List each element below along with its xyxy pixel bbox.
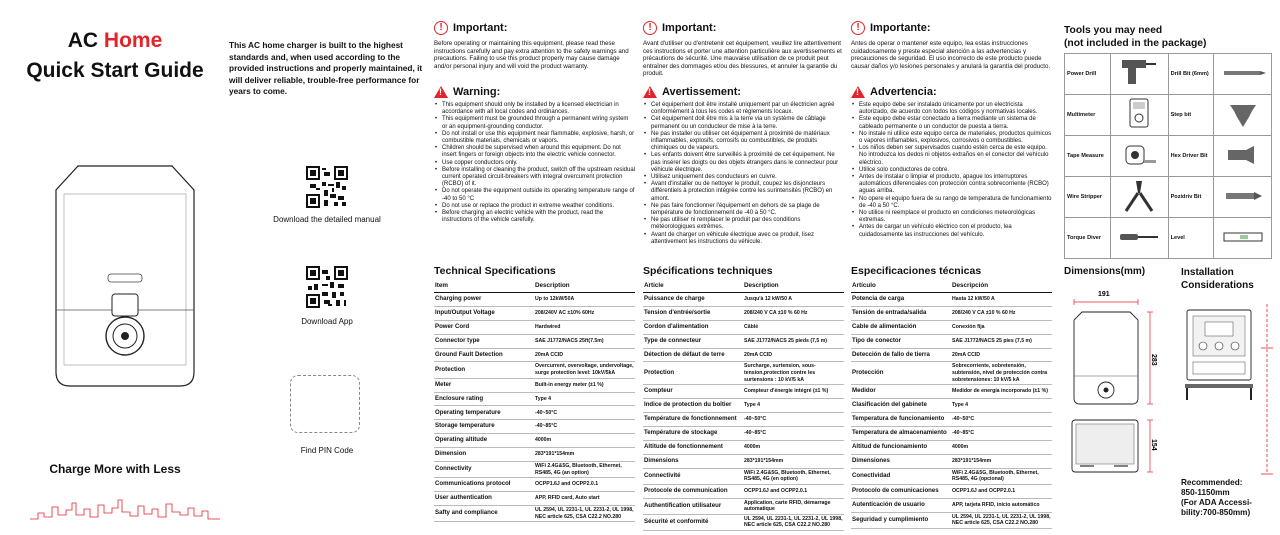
spec-item: Température de stockage <box>643 426 743 440</box>
spec-item: Operating temperature <box>434 406 534 420</box>
spec-row <box>434 461 635 477</box>
spec-row <box>851 399 1052 413</box>
guide-title: AC Home Quick Start Guide <box>26 29 204 82</box>
warning-item: • Do not operate the equipment outside its operating temperature range of -40 to 50 °C <box>434 188 635 202</box>
warning-item: • Children should be supervised when around this equipment. Do not insert fingers or foreign objects into the electric vehicle connector. <box>434 145 635 159</box>
tool-name: Step bit <box>1168 95 1214 136</box>
tagline: Charge More with Less <box>49 462 181 476</box>
spec-item: Compteur <box>643 385 743 399</box>
spec-row <box>851 385 1052 399</box>
tool-name: Pozidriv Bit <box>1168 177 1214 218</box>
spec-item: Potencia de carga <box>851 293 951 307</box>
wire-stripper-icon <box>1116 177 1162 215</box>
important-text: Avant d'utiliser ou d'entretenir cet équipement, veuillez lire attentivement ces instructions et porter une attention particulière aux avertissements et précautions de sécurité. Une mauvaise utilisation de ce produit peut entraîner des dommages et/ou des blessures, et annuler la garantie du produit. <box>643 40 842 78</box>
warning-item: • Les enfants doivent être surveillés à proximité de cet équipement. Ne pas insérer les doigts ou des objets étrangers dans le connecteur pour véhicule électrique. <box>643 152 844 174</box>
intro-text: This AC home charger is built to the highest standards and, when used according to the provided instructions and properly maintained, it will deliver reliable, trouble-free performance for years to come. <box>229 40 423 96</box>
spec-row <box>434 434 635 448</box>
app-qr-label: Download App <box>301 317 353 326</box>
warning-item: • Before charging an electric vehicle with the product, read the instructions of the vehicle carefully. <box>434 210 635 224</box>
important-heading: ! Importante: <box>851 21 931 35</box>
spec-item: Storage temperature <box>434 420 534 434</box>
warning-item: • Before installing or cleaning the product, switch off the upstream residual current operated circuit-breakers with integral overcurrent protection (RCBO) of it. <box>434 167 635 189</box>
exclamation-icon: ! <box>851 21 865 35</box>
spec-item: Protection <box>643 362 743 385</box>
spec-description: WiFi 2.4G&5G, Bluetooth, Ethernet, RS485, 4G (an option) <box>534 461 635 477</box>
spec-table <box>643 280 844 531</box>
spec-description: 283*191*154mm <box>951 454 1052 468</box>
spec-row <box>643 334 844 348</box>
spec-description: Surcharge, surtension, sous-tension,protection contre les surtensions : 10 kV/5 kA <box>743 362 844 385</box>
spec-row <box>851 498 1052 512</box>
spec-row <box>643 385 844 399</box>
spec-row <box>434 293 635 307</box>
important-heading: ! Important: <box>434 21 507 35</box>
tool-name: Drill Bit (6mm) <box>1168 54 1214 95</box>
spec-item: Protocole de communication <box>643 484 743 498</box>
warning-item: • Ne pas utiliser ni remplacer le produit par des conditions météorologiques extrêmes. <box>643 217 844 231</box>
spec-description: OCPP1.6J and OCPP2.0.1 <box>743 484 844 498</box>
spec-header-cell: Descripción <box>951 280 1052 293</box>
spec-description: Sobrecorriente, sobretensión, subtensión, nivel de protección contra sobretensiones: 10 kV/5 kA <box>951 362 1052 385</box>
spec-row <box>643 454 844 468</box>
spec-row <box>643 514 844 530</box>
spec-item: Détection de défaut de terre <box>643 348 743 362</box>
manual-qr-label: Download the detailed manual <box>273 215 381 224</box>
important-text: Antes de operar o mantener este equipo, lea estas instrucciones cuidadosamente y preste especial atención a las advertencias y precauciones de seguridad. El uso incorrecto de este producto puede causar daños y/o lesiones personales y anulará la garantía del producto. <box>851 40 1051 70</box>
warning-heading: ! Advertencia: <box>851 86 937 98</box>
spec-row <box>851 306 1052 320</box>
spec-description: UL 2594, UL 2231-1, UL 2231-2, UL 1998, NEC article 625, CSA C22.2 NO.280 <box>951 512 1052 528</box>
spec-row <box>851 320 1052 334</box>
tape-measure-icon <box>1116 136 1162 174</box>
spec-description: Type 4 <box>743 399 844 413</box>
spec-description: -40~50°C <box>534 406 635 420</box>
drill-icon <box>1116 54 1162 92</box>
exclamation-icon: ! <box>643 21 657 35</box>
spec-row <box>643 426 844 440</box>
spec-row <box>851 512 1052 528</box>
spec-header-row <box>643 280 844 293</box>
installation-title: Installation Considerations <box>1181 267 1254 291</box>
spec-description: 4000m <box>534 434 635 448</box>
spec-item: Indice de protection du boîtier <box>643 399 743 413</box>
spec-row <box>643 399 844 413</box>
spec-description: SAE J1772/NACS 25 pies (7,5 m) <box>951 334 1052 348</box>
spec-item: Sécurité et conformité <box>643 514 743 530</box>
spec-description: APP, RFID card, Auto start <box>534 492 635 506</box>
tools-row <box>1065 95 1272 136</box>
spec-item: Altitude de fonctionnement <box>643 440 743 454</box>
tools-row <box>1065 136 1272 177</box>
spec-item: Seguridad y cumplimiento <box>851 512 951 528</box>
spec-row <box>643 413 844 427</box>
tools-row <box>1065 218 1272 259</box>
spec-row <box>434 392 635 406</box>
warning-item: • Cet équipement doit être mis à la terre via un système de câblage permanent ou un conducteur de mise à la terre. <box>643 116 844 130</box>
spec-item: Autenticación de usuario <box>851 498 951 512</box>
spec-description: Overcurrent, overvoltage, undervoltage, surge protection level: 10kV/5kA <box>534 362 635 378</box>
hex-driver-bit-icon <box>1220 136 1266 174</box>
spec-item: Dimensions <box>643 454 743 468</box>
spec-description: SAE J1772/NACS 25 pieds (7,5 m) <box>743 334 844 348</box>
charger-illustration <box>50 160 200 392</box>
spec-item: Dimension <box>434 448 534 462</box>
pin-code-label: Find PIN Code <box>300 446 354 455</box>
spec-item: Enclosure rating <box>434 392 534 406</box>
spec-row <box>434 492 635 506</box>
spec-header-cell: Article <box>643 280 743 293</box>
spec-item: Power Cord <box>434 320 534 334</box>
spec-item: Altitud de funcionamiento <box>851 440 951 454</box>
spec-description: Hasta 12 kW/50 A <box>951 293 1052 307</box>
important-text: Before operating or maintaining this equipment, please read these instructions carefully and pay extra attention to the safety warnings and precautions. Failing to use this product properly may cause damage and/or personal injury and will void the product warranty. <box>434 40 629 70</box>
spec-item: Authentification utilisateur <box>643 498 743 514</box>
spec-description: 208/240 V CA ±10 % 60 Hz <box>951 306 1052 320</box>
warning-item: • Utilice solo conductores de cobre. <box>851 167 1052 174</box>
warning-item: • Use copper conductors only. <box>434 160 635 167</box>
spec-row <box>643 306 844 320</box>
spec-item: Clasificación del gabinete <box>851 399 951 413</box>
spec-description: 283*191*154mm <box>534 448 635 462</box>
spec-item: Connectivity <box>434 461 534 477</box>
warning-list <box>434 102 635 224</box>
spec-title: Especificaciones técnicas <box>851 265 982 277</box>
spec-row <box>851 362 1052 385</box>
tool-name: Power Drill <box>1065 54 1111 95</box>
tool-picture <box>1110 177 1168 218</box>
spec-description: WiFi 2.4G&5G, Bluetooth, Ethernet, RS485, 4G (en option) <box>743 468 844 484</box>
spec-description: -40~85°C <box>743 426 844 440</box>
spec-description: Jusqu'à 12 kW/50 A <box>743 293 844 307</box>
warning-item: • Do not install or use this equipment near flammable, explosive, harsh, or combustible materials, chemicals or vapors. <box>434 131 635 145</box>
spec-row <box>434 334 635 348</box>
spec-table <box>851 280 1052 529</box>
spec-description: Câblé <box>743 320 844 334</box>
tool-name: Hex Driver Bit <box>1168 136 1214 177</box>
warning-item: • This equipment should only be installed by a licensed electrician in accordance with all local codes and ordinances. <box>434 102 635 116</box>
spec-item: Safty and compliance <box>434 505 534 521</box>
spec-item: Conectividad <box>851 468 951 484</box>
spec-item: Connector type <box>434 334 534 348</box>
spec-table <box>434 280 635 522</box>
warning-item: • Antes de instalar o limpiar el producto, apague los interruptores automáticos diferenciales con protección contra sobrecorriente (RCBO) aguas arriba. <box>851 174 1052 196</box>
exclamation-icon: ! <box>434 21 448 35</box>
spec-item: Température de fonctionnement <box>643 413 743 427</box>
warning-item: • Este equipo debe estar conectado a tierra mediante un sistema de cableado permanente o un conductor de puesta a tierra. <box>851 116 1052 130</box>
torque-driver-icon <box>1116 218 1162 256</box>
spec-header-row <box>434 280 635 293</box>
spec-item: Tipo de conector <box>851 334 951 348</box>
spec-item: Temperatura de funcionamiento <box>851 413 951 427</box>
spec-item: Protección <box>851 362 951 385</box>
spec-description: Medidor de energía incorporado (±1 %) <box>951 385 1052 399</box>
spec-description: Built-in energy meter (±1 %) <box>534 378 635 392</box>
spec-row <box>851 454 1052 468</box>
spec-item: Operating altitude <box>434 434 534 448</box>
spec-item: Cable de alimentación <box>851 320 951 334</box>
spec-item: Connectivité <box>643 468 743 484</box>
tool-name: Wire Stripper <box>1065 177 1111 218</box>
spec-description: -40~85°C <box>951 426 1052 440</box>
city-skyline-graphic <box>30 495 220 521</box>
spec-row <box>643 440 844 454</box>
spec-description: 4000m <box>743 440 844 454</box>
spec-row <box>851 413 1052 427</box>
spec-description: 208/240V AC ±10% 60Hz <box>534 306 635 320</box>
spec-row <box>434 306 635 320</box>
spec-item: Tension d'entrée/sortie <box>643 306 743 320</box>
spec-row <box>434 378 635 392</box>
spec-item: User authentication <box>434 492 534 506</box>
tool-picture <box>1214 54 1272 95</box>
spec-description: 208/240 V CA ±10 % 60 Hz <box>743 306 844 320</box>
spec-description: UL 2594, UL 2231-1, UL 2231-2, UL 1998, NEC article 625, CSA C22.2 NO.280 <box>534 505 635 521</box>
width-dimension: 191 <box>1098 291 1110 298</box>
manual-qr-code[interactable] <box>306 166 348 208</box>
warning-item: • Este equipo debe ser instalado únicamente por un electricista autorizado, de acuerdo con todos los códigos y normativas locales. <box>851 102 1052 116</box>
spec-header-cell: Description <box>534 280 635 293</box>
spec-description: -40~85°C <box>534 420 635 434</box>
warning-heading: ! Avertissement: <box>643 86 741 98</box>
spec-item: Medidor <box>851 385 951 399</box>
warning-triangle-icon <box>434 86 448 98</box>
spec-header-cell: Description <box>743 280 844 293</box>
installation-height-drawing <box>1181 300 1273 478</box>
spec-item: Dimensiones <box>851 454 951 468</box>
spec-row <box>434 406 635 420</box>
spec-row <box>643 484 844 498</box>
spec-description: Conexión fija <box>951 320 1052 334</box>
warning-item: • No opere el equipo fuera de su rango de temperatura de funcionamiento de -40 a 50 °C. <box>851 196 1052 210</box>
spec-item: Puissance de charge <box>643 293 743 307</box>
spec-row <box>434 505 635 521</box>
height-dimension: 283 <box>1150 354 1157 366</box>
spec-item: Protection <box>434 362 534 378</box>
warning-item: • No utilice ni reemplace el producto en condiciones meteorológicas extremas. <box>851 210 1052 224</box>
spec-description: Application, carte RFID, démarrage automatique <box>743 498 844 514</box>
app-qr-code[interactable] <box>306 266 348 308</box>
spec-row <box>643 293 844 307</box>
warning-list <box>643 102 844 246</box>
spec-row <box>434 320 635 334</box>
tool-picture <box>1214 95 1272 136</box>
spec-item: Detección de fallo de tierra <box>851 348 951 362</box>
spec-item: Type de connecteur <box>643 334 743 348</box>
level-icon <box>1220 218 1266 256</box>
tool-picture <box>1110 136 1168 177</box>
spec-row <box>851 440 1052 454</box>
warning-item: • Avant d'installer ou de nettoyer le produit, coupez les disjoncteurs différentiels à protection intégrée contre les surintensités (RCBO) en amont. <box>643 181 844 203</box>
tool-name: Torque Diver <box>1065 218 1111 259</box>
spec-row <box>851 334 1052 348</box>
spec-description: UL 2594, UL 2231-1, UL 2231-2, UL 1998, NEC article 625, CSA C22.2 NO.280 <box>743 514 844 530</box>
warning-item: • Los niños deben ser supervisados cuando estén cerca de este equipo. No introduzca los dedos ni objetos extraños en el conector del vehículo eléctrico. <box>851 145 1052 167</box>
spec-row <box>434 448 635 462</box>
spec-row <box>643 348 844 362</box>
recommended-height: Recommended: 850-1150mm (For ADA Accessi- bility:700-850mm) <box>1181 478 1252 517</box>
spec-header-cell: Artículo <box>851 280 951 293</box>
spec-item: Tensión de entrada/salida <box>851 306 951 320</box>
spec-description: 20mA CCID <box>951 348 1052 362</box>
tool-name: Tape Measure <box>1065 136 1111 177</box>
spec-row <box>434 348 635 362</box>
tool-picture <box>1110 95 1168 136</box>
warning-item: • Ne pas installer ou utiliser cet équipement à proximité de matériaux inflammables, explosifs, corrosifs ou combustibles, de produits chimiques ou de vapeurs. <box>643 131 844 153</box>
spec-row <box>434 362 635 378</box>
tool-picture <box>1214 218 1272 259</box>
spec-row <box>643 320 844 334</box>
spec-description: Type 4 <box>534 392 635 406</box>
warning-item: • Avant de charger un véhicule électrique avec ce produit, lisez attentivement les instructions du véhicule. <box>643 232 844 246</box>
dimensions-title: Dimensions(mm) <box>1064 266 1146 277</box>
spec-title: Spécifications techniques <box>643 265 773 277</box>
drill-bit-icon <box>1220 54 1266 92</box>
warning-item: • Cet équipement doit être installé uniquement par un électricien agréé conformément à tous les codes et règlements locaux. <box>643 102 844 116</box>
spec-item: Input/Output Voltage <box>434 306 534 320</box>
spec-item: Temperatura de almacenamiento <box>851 426 951 440</box>
dimension-drawing <box>1064 286 1176 486</box>
spec-item: Communications protocol <box>434 478 534 492</box>
spec-description: 20mA CCID <box>534 348 635 362</box>
spec-row <box>851 293 1052 307</box>
warning-triangle-icon <box>643 86 657 98</box>
important-heading: ! Important: <box>643 21 716 35</box>
spec-row <box>643 498 844 514</box>
spec-description: -40~50°C <box>743 413 844 427</box>
spec-description: Up to 12kW/50A <box>534 293 635 307</box>
spec-row <box>643 362 844 385</box>
tool-picture <box>1214 136 1272 177</box>
spec-description: OCPP1.6J and OCPP2.0.1 <box>534 478 635 492</box>
spec-row <box>851 426 1052 440</box>
spec-description: SAE J1772/NACS 25ft(7.5m) <box>534 334 635 348</box>
spec-description: APP, tarjeta RFID, inicio automático <box>951 498 1052 512</box>
spec-description: -40~50°C <box>951 413 1052 427</box>
tool-picture <box>1110 54 1168 95</box>
spec-description: Type 4 <box>951 399 1052 413</box>
spec-row <box>434 478 635 492</box>
tool-picture <box>1214 177 1272 218</box>
warning-list <box>851 102 1052 239</box>
warning-item: • Antes de cargar un vehículo eléctrico con el producto, lea cuidadosamente las instrucciones del vehículo. <box>851 224 1052 238</box>
spec-description: OCPP1.6J and OCPP2.0.1 <box>951 484 1052 498</box>
spec-description: Compteur d'énergie intégré (±1 %) <box>743 385 844 399</box>
spec-title: Technical Specifications <box>434 265 556 277</box>
pin-code-placeholder <box>290 375 360 433</box>
warning-item: • Utilisez uniquement des conducteurs en cuivre. <box>643 174 844 181</box>
warning-triangle-icon <box>851 86 865 98</box>
tools-row <box>1065 54 1272 95</box>
spec-row <box>851 348 1052 362</box>
warning-heading: ! Warning: <box>434 86 500 98</box>
warning-item: • No instale ni utilice este equipo cerca de materiales, productos químicos o vapores inflamables, explosivos, corrosivos o combustibles. <box>851 131 1052 145</box>
warning-item: • Do not use or replace the product in extreme weather conditions. <box>434 203 635 210</box>
spec-description: 4000m <box>951 440 1052 454</box>
spec-item: Protocolo de comunicaciones <box>851 484 951 498</box>
spec-description: WiFi 2.4G&5G, Bluetooth, Ethernet, RS485, 4G (opcional) <box>951 468 1052 484</box>
spec-item: Meter <box>434 378 534 392</box>
step-bit-icon <box>1220 95 1266 133</box>
tool-name: Level <box>1168 218 1214 259</box>
spec-description: Hardwired <box>534 320 635 334</box>
spec-row <box>851 484 1052 498</box>
spec-row <box>643 468 844 484</box>
tools-title: Tools you may need (not included in the package) <box>1064 25 1207 49</box>
spec-item: Cordon d'alimentation <box>643 320 743 334</box>
tool-name: Multimeter <box>1065 95 1111 136</box>
multimeter-icon <box>1116 95 1162 133</box>
spec-item: Charging power <box>434 293 534 307</box>
warning-item: • This equipment must be grounded through a permanent wiring system or an equipment-grounding conductor. <box>434 116 635 130</box>
tool-picture <box>1110 218 1168 259</box>
tools-table <box>1064 53 1272 259</box>
spec-row <box>434 420 635 434</box>
spec-description: 283*191*154mm <box>743 454 844 468</box>
tools-row <box>1065 177 1272 218</box>
pozidriv-bit-icon <box>1220 177 1266 215</box>
warning-item: • Ne pas faire fonctionner l'équipement en dehors de sa plage de température de fonctionnement de -40 à 50 °C. <box>643 203 844 217</box>
spec-header-row <box>851 280 1052 293</box>
spec-row <box>851 468 1052 484</box>
spec-description: 20mA CCID <box>743 348 844 362</box>
depth-dimension: 154 <box>1150 439 1157 451</box>
spec-header-cell: Item <box>434 280 534 293</box>
spec-item: Ground Fault Detection <box>434 348 534 362</box>
